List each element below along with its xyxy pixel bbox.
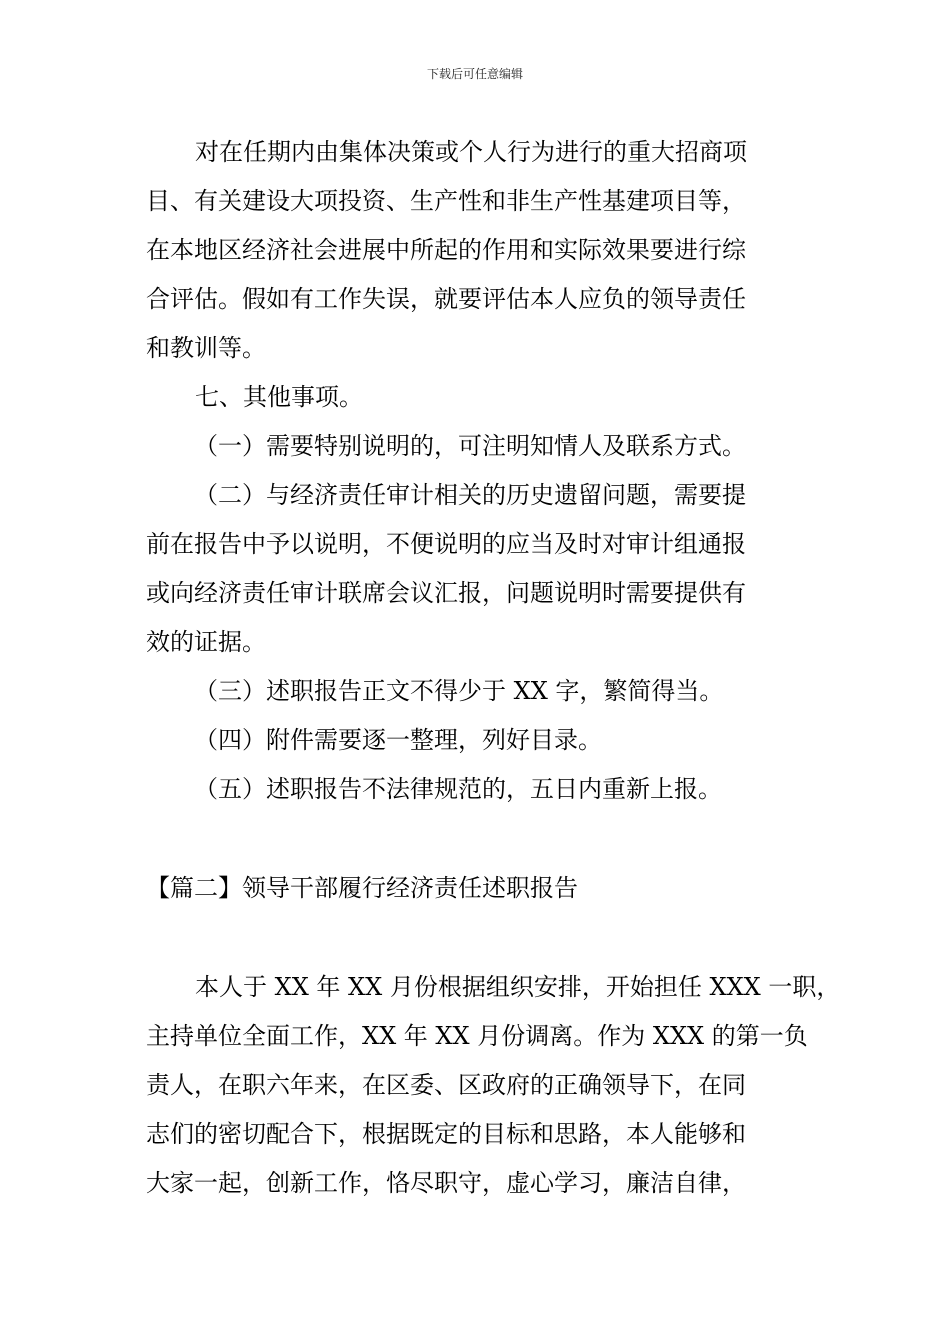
section-heading: 七、其他事项。 — [195, 383, 363, 411]
document-body — [146, 128, 841, 1208]
text-line: 志们的密切配合下，根据既定的目标和思路，本人能够和 — [146, 1120, 746, 1148]
text-line: 在本地区经济社会进展中所起的作用和实际效果要进行综 — [146, 236, 746, 264]
part-two-title: 【篇二】领导干部履行经济责任述职报告 — [146, 874, 578, 902]
text-line: 对在任期内由集体决策或个人行为进行的重大招商项 — [195, 138, 747, 166]
text-line: 责人，在职六年来，在区委、区政府的正确领导下，在同 — [146, 1071, 746, 1099]
page-header: 下载后可任意编辑 — [426, 67, 523, 81]
list-item: （一）需要特别说明的，可注明知情人及联系方式。 — [194, 432, 746, 460]
text-line: 和教训等。 — [146, 334, 266, 362]
spacer — [146, 814, 816, 864]
text-line: 目、有关建设大项投资、生产性和非生产性基建项目等， — [146, 187, 746, 215]
paragraph-evaluation — [146, 128, 816, 373]
text-line: 大家一起，创新工作，恪尽职守，虚心学习，廉洁自律， — [146, 1169, 746, 1197]
list-item — [146, 471, 816, 667]
section-seven — [146, 373, 816, 814]
list-item: （三）述职报告正文不得少于 XX 字，繁简得当。 — [194, 677, 724, 705]
text-line: 或向经济责任审计联席会议汇报，问题说明时需要提供有 — [146, 579, 746, 607]
paragraph-part-two — [146, 963, 841, 1208]
text-line: 效的证据。 — [146, 628, 266, 656]
text-line: 合评估。假如有工作失误，就要评估本人应负的领导责任 — [146, 285, 746, 313]
list-item: （四）附件需要逐一整理，列好目录。 — [194, 726, 602, 754]
text-line: （二）与经济责任审计相关的历史遗留问题，需要提 — [194, 481, 746, 509]
list-item: （五）述职报告不法律规范的，五日内重新上报。 — [194, 775, 722, 803]
text-line: 前在报告中予以说明，不便说明的应当及时对审计组通报 — [146, 530, 746, 558]
spacer — [146, 913, 816, 963]
text-line: 主持单位全面工作，XX 年 XX 月份调离。作为 XXX 的第一负 — [146, 1022, 808, 1050]
text-line: 本人于 XX 年 XX 月份根据组织安排，开始担任 XXX 一职， — [195, 973, 841, 1001]
